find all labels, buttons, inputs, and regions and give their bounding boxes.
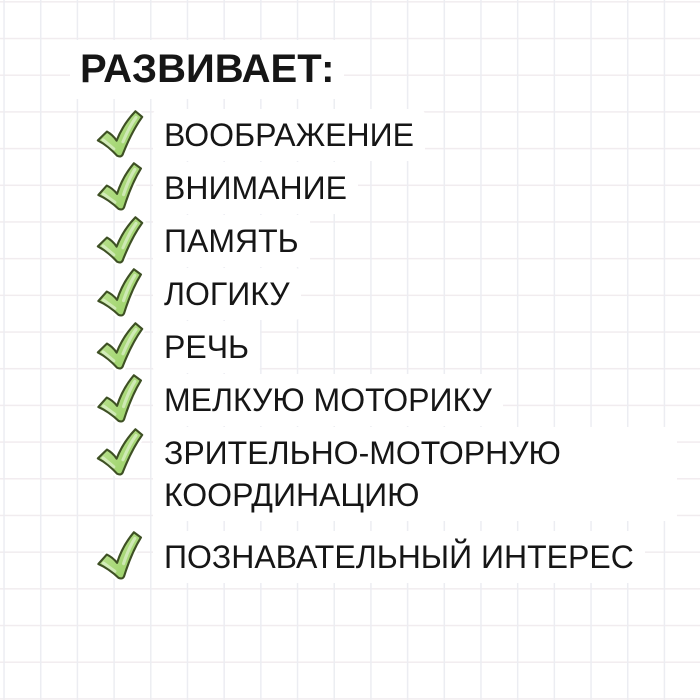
- list-item-label: ЗРИТЕЛЬНО-МОТОРНУЮ КООРДИНАЦИЮ: [158, 432, 672, 516]
- list-item-label: ПОЗНАВАТЕЛЬНЫЙ ИНТЕРЕС: [158, 536, 640, 578]
- list-item-label: МЕЛКУЮ МОТОРИКУ: [158, 379, 498, 421]
- check-icon: [92, 110, 149, 158]
- list-item: [92, 110, 672, 158]
- check-icon: [92, 322, 149, 370]
- list-item: [92, 322, 672, 370]
- list-item-label: ВООБРАЖЕНИЕ: [158, 114, 420, 156]
- check-icon: [92, 269, 149, 317]
- list-item: [92, 532, 672, 580]
- list-item: [92, 269, 672, 317]
- check-icon: [92, 375, 149, 423]
- check-icon: [92, 428, 149, 476]
- list-item-label: ВНИМАНИЕ: [158, 167, 353, 209]
- list-item-label: РЕЧЬ: [158, 326, 255, 368]
- check-icon: [92, 532, 149, 580]
- check-icon: [92, 216, 149, 264]
- list-item: [92, 375, 672, 423]
- benefits-list: [92, 110, 672, 585]
- list-item: [92, 163, 672, 211]
- check-icon: [92, 163, 149, 211]
- page-title: РАЗВИВАЕТ:: [76, 46, 338, 93]
- list-item-label: ПАМЯТЬ: [158, 220, 305, 262]
- list-item: [92, 216, 672, 264]
- list-item-label: ЛОГИКУ: [158, 273, 296, 315]
- list-item: [92, 428, 672, 516]
